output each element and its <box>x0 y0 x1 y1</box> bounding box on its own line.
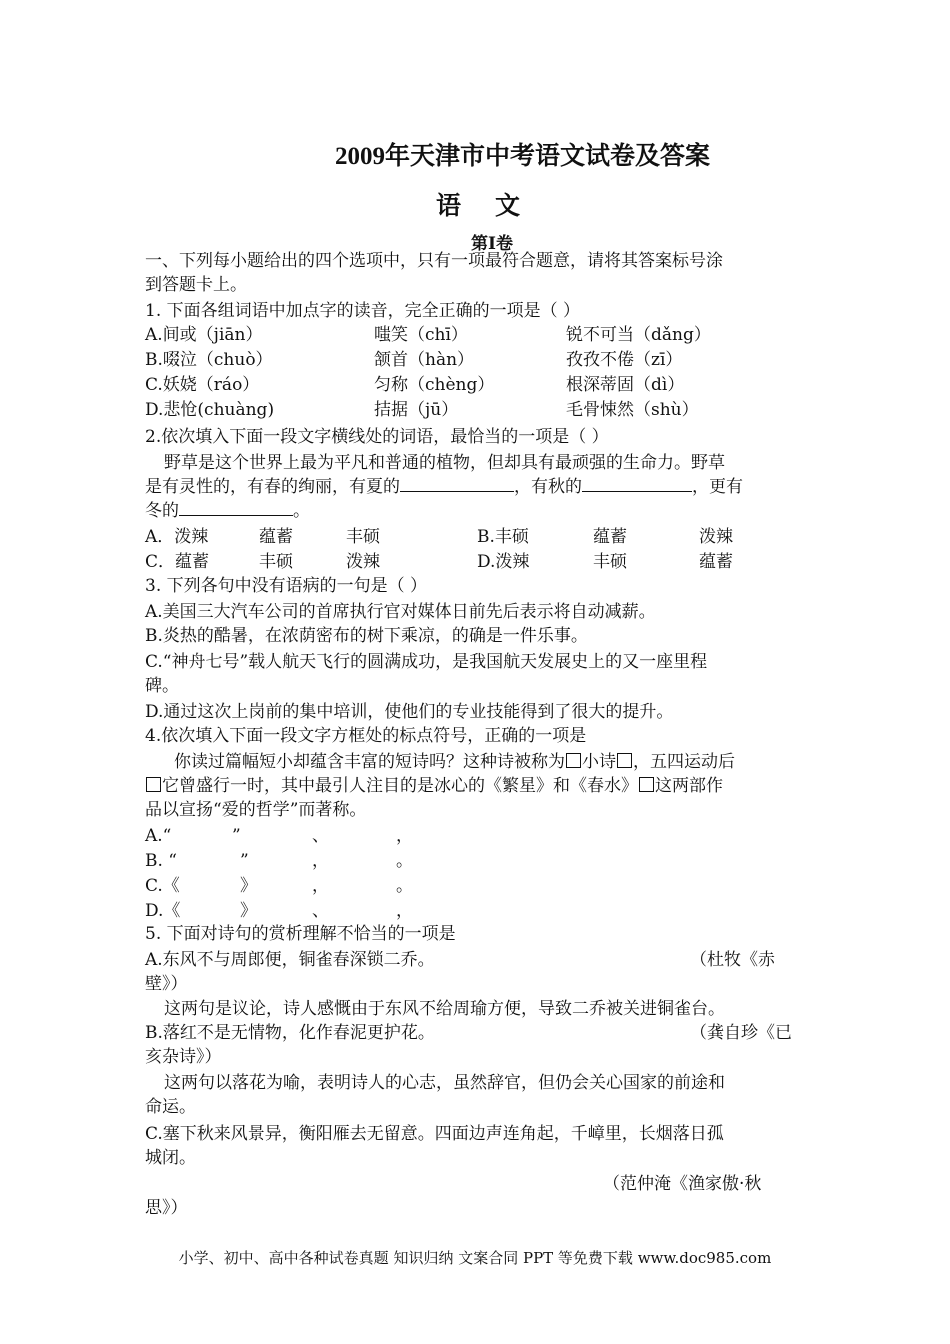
q2-stem: 2.依次填入下面一段文字横线处的词语，最恰当的一项是（ ） <box>145 427 609 447</box>
q2-option-b: B.丰硕 <box>477 527 529 547</box>
q4-option-b1: B. “ <box>145 851 177 871</box>
section1-line2: 到答题卡上。 <box>145 275 247 295</box>
q4-option-b3: ， <box>312 851 329 871</box>
q3-stem: 3. 下列各句中没有语病的一句是（ ） <box>145 576 428 596</box>
q3-option-c-line2: 碑。 <box>145 676 179 696</box>
q4-option-a3: 、 <box>312 826 329 846</box>
q3-option-a: A.美国三大汽车公司的首席执行官对媒体日前先后表示将自动减薪。 <box>145 602 656 622</box>
q4-option-d1: D.《 <box>145 901 181 921</box>
q2-option-a2: 蕴蓄 <box>259 527 293 547</box>
q5-option-b-analysis-1: 这两句以落花为喻，表明诗人的心志，虽然辞官，但仍会关心国家的前途和 <box>164 1073 725 1093</box>
punctuation-box <box>566 753 581 768</box>
q1-b1: B.啜泣（chuò） <box>145 350 273 370</box>
subject-heading: 语文 <box>435 191 554 220</box>
q5-option-b-line2: 亥杂诗》） <box>145 1047 222 1067</box>
q4-option-a2: ” <box>232 826 241 846</box>
q4-text-e: 这两部作 <box>655 776 723 796</box>
q2-text-d: 冬的 <box>145 501 179 521</box>
q3-option-d: D.通过这次上岗前的集中培训，使他们的专业技能得到了很大的提升。 <box>145 702 674 722</box>
q5-option-a-line1: A.东风不与周郎便，铜雀春深锁二乔。 <box>145 950 435 970</box>
q1-c3: 根深蒂固（dì） <box>566 375 685 395</box>
q1-stem: 1. 下面各组词语中加点字的读音，完全正确的一项是（ ） <box>145 301 581 321</box>
q1-c1: C.妖娆（ráo） <box>145 375 260 395</box>
q4-text-b: 小诗 <box>582 752 616 772</box>
q4-option-d4: ， <box>396 901 413 921</box>
q3-option-b: B.炎热的酷暑，在浓荫密布的树下乘凉，的确是一件乐事。 <box>145 626 588 646</box>
q1-d3: 毛骨悚然（shù） <box>566 400 699 420</box>
q5-option-b-line1: B.落红不是无情物，化作春泥更护花。 <box>145 1023 435 1043</box>
q4-option-c3: ， <box>312 876 329 896</box>
q4-option-a1: A.“ <box>145 826 172 846</box>
q2-option-d: D.泼辣 <box>477 552 530 572</box>
q1-b3: 孜孜不倦（zī） <box>566 350 683 370</box>
q4-para-line3: 品以宣扬“爱的哲学”而著称。 <box>145 800 367 820</box>
q4-text-c: ，五四运动后 <box>633 752 735 772</box>
q2-text-b: ，有秋的 <box>514 477 582 497</box>
q1-d2: 拮据（jū） <box>374 400 459 420</box>
q2-text-e: 。 <box>293 501 310 521</box>
q4-text-d: 它曾盛行一时，其中最引人注目的是冰心的《繁星》和《春水》 <box>162 776 638 796</box>
q2-option-c: C．蕴蓄 <box>145 552 210 572</box>
q5-option-a-line2: 壁》） <box>145 974 188 994</box>
q4-option-b4: 。 <box>396 851 413 871</box>
q5-option-a-source: （杜牧《赤 <box>690 950 775 970</box>
q5-stem: 5. 下面对诗句的赏析理解不恰当的一项是 <box>145 924 456 944</box>
q2-text-c: ，更有 <box>692 477 743 497</box>
q5-option-b-analysis-2: 命运。 <box>145 1097 196 1117</box>
q4-option-c4: 。 <box>396 876 413 896</box>
punctuation-box <box>146 777 161 792</box>
q2-option-c2: 丰硕 <box>259 552 293 572</box>
q2-option-a3: 丰硕 <box>346 527 380 547</box>
q5-option-c-source-2: 思》） <box>145 1198 188 1218</box>
q3-option-c-line1: C.“神舟七号”载人航天飞行的圆满成功，是我国航天发展史上的又一座里程 <box>145 652 708 672</box>
q1-a2: 嗤笑（chī） <box>374 325 468 345</box>
q2-option-c3: 泼辣 <box>346 552 380 572</box>
q1-d1: D.悲怆(chuàng) <box>145 400 275 420</box>
q1-c2: 匀称（chèng） <box>374 375 495 395</box>
q1-a1: A.间或（jiān） <box>145 325 263 345</box>
document-title: 2009年天津市中考语文试卷及答案 <box>334 143 710 170</box>
q2-option-d3: 蕴蓄 <box>699 552 733 572</box>
fill-blank <box>179 500 293 516</box>
q1-b2: 颔首（hàn） <box>374 350 475 370</box>
q2-para-line2 <box>145 475 743 499</box>
q4-para-line2 <box>145 774 723 798</box>
q5-option-a-analysis: 这两句是议论，诗人感慨由于东风不给周瑜方便，导致二乔被关进铜雀台。 <box>164 999 725 1019</box>
section1-line1: 一、下列每小题给出的四个选项中，只有一项最符合题意，请将其答案标号涂 <box>145 251 723 271</box>
q1-a3: 锐不可当（dǎng） <box>566 325 711 345</box>
q5-option-c-source: （范仲淹《渔家傲·秋 <box>603 1174 762 1194</box>
q2-option-a: A．泼辣 <box>145 527 209 547</box>
q2-option-b3: 泼辣 <box>699 527 733 547</box>
q2-option-b2: 蕴蓄 <box>593 527 627 547</box>
q2-option-d2: 丰硕 <box>593 552 627 572</box>
punctuation-box <box>639 777 654 792</box>
q4-text-a: 你读过篇幅短小却蕴含丰富的短诗吗？这种诗被称为 <box>174 752 565 772</box>
q5-option-b-source: （龚自珍《已 <box>690 1023 792 1043</box>
fill-blank <box>582 476 692 492</box>
part-heading: 第Ⅰ卷 <box>471 234 513 254</box>
q2-text-a: 是有灵性的，有春的绚丽，有夏的 <box>145 477 400 497</box>
punctuation-box <box>617 753 632 768</box>
fill-blank <box>400 476 514 492</box>
q2-para-line3 <box>145 499 310 523</box>
q5-option-c-line2: 城闭。 <box>145 1148 196 1168</box>
q4-para-line1 <box>174 750 735 774</box>
q4-option-d3: 、 <box>312 901 329 921</box>
q4-option-c1: C.《 <box>145 876 180 896</box>
q2-para-line1: 野草是这个世界上最为平凡和普通的植物，但却具有最顽强的生命力。野草 <box>164 453 725 473</box>
page-footer: 小学、初中、高中各种试卷真题 知识归纳 文案合同 PPT 等免费下载 www.doc985.com <box>178 1249 772 1267</box>
q4-option-b2: ” <box>240 851 249 871</box>
q4-option-a4: ， <box>396 826 413 846</box>
q4-stem: 4.依次填入下面一段文字方框处的标点符号，正确的一项是 <box>145 726 587 746</box>
q5-option-c-line1: C.塞下秋来风景异，衡阳雁去无留意。四面边声连角起，千嶂里，长烟落日孤 <box>145 1124 724 1144</box>
q4-option-d2: 》 <box>240 901 257 921</box>
q4-option-c2: 》 <box>240 876 257 896</box>
